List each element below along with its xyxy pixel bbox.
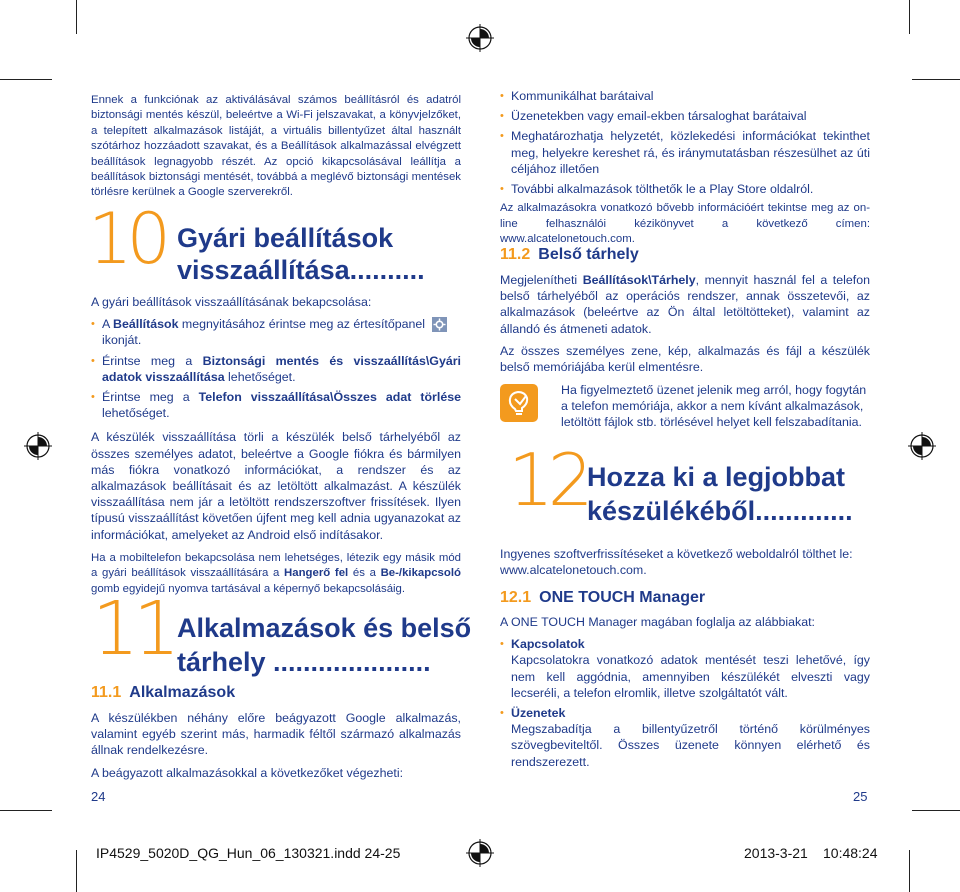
list-item: • Érintse meg a Telefon visszaállítása\Összes adat törlése lehetőséget.	[91, 389, 461, 421]
list-item: • További alkalmazások tölthetők le a Play Store oldalról.	[500, 181, 870, 197]
chapter-10-body	[91, 294, 461, 603]
list-item: • Meghatározhatja helyzetét, közlekedési információkat tekinthet meg, helyekre kereshet rá, és iránymutatásban részesülhet az úti céljához illetően	[500, 128, 870, 177]
section-11-1-heading: 11.1 Alkalmazások	[91, 684, 236, 701]
crop-mark	[909, 850, 910, 892]
hardware-reset-paragraph: Ha a mobiltelefon bekapcsolása nem lehetséges, létezik egy másik mód a gyári beállítások visszaállítására a Hangerő fel és a Be-/kikapcsoló gomb egyidejű nyomva tartásával a képernyő bekapcsolásáig.	[91, 551, 461, 595]
section-12-1-heading: 12.1 ONE TOUCH Manager	[500, 589, 706, 606]
registration-mark-icon	[466, 839, 494, 867]
footer-time: 10:48:24	[823, 845, 878, 861]
list-item: • Kommunikálhat barátaival	[500, 88, 870, 104]
footer-filename: IP4529_5020D_QG_Hun_06_130321.indd 24-25	[96, 845, 401, 861]
list-item: • Üzenetekben vagy email-ekben társaloghat barátaival	[500, 108, 870, 124]
chapter-12-number: 12	[508, 438, 588, 522]
online-manual-note: Az alkalmazásokra vonatkozó bővebb információért tekintse meg az on-line felhasználói kézikönyvet a következő címen: www.alcatelonetouch.com.	[500, 202, 870, 246]
page-number-right: 25	[853, 789, 868, 804]
list-item: • A Beállítások megnyitásához érintse meg az értesítőpanel ikonját.	[91, 316, 461, 348]
chapter-12-intro: Ingyenes szoftverfrissítéseket a következő weboldalról tölthet le: www.alcatelonetouch.com.	[500, 547, 853, 578]
list-item: • Üzenetek Megszabadítja a billentyűzetről történő körülményes szövegbeviteltől. Összes üzenete könnyen elérhető és rendszerezett.	[500, 705, 870, 770]
chapter-11-title: Alkalmazások és belső tárhely .....................	[177, 613, 472, 677]
chapter-12-title: Hozza ki a legjobbat készülékéből.............	[587, 462, 853, 526]
right-bullets	[500, 88, 870, 253]
chapter-10-lead: A gyári beállítások visszaállításának bekapcsolása:	[91, 295, 372, 309]
registration-mark-icon	[24, 432, 52, 460]
intro-paragraph: Ennek a funkciónak az aktiválásával számos beállításról és adatról biztonsági mentés készül, beleértve a Wi-Fi jelszavakat, a könyvjelzőket, a telepített alkalmazások listáját, a virtuális billentyűzet által használt szótárhoz hozzáadott szavakat, és a Beállítások alkalmazással elvégzett beállítások legnagyobb részét. Az opció kikapcsolásával leállítja a beállítások biztonsági mentését, továbbá a meglévő biztonsági mentések törlésre kerülnek a Google szerverekről.	[91, 94, 461, 199]
crop-mark	[76, 0, 77, 34]
crop-mark	[76, 850, 77, 892]
list-item: • Érintse meg a Biztonsági mentés és visszaállítás\Gyári adatok visszaállítása lehetőséget.	[91, 353, 461, 385]
crop-mark	[912, 810, 960, 811]
page-number-left: 24	[91, 789, 106, 804]
section-11-1-body: A készülékben néhány előre beágyazott Google alkalmazás, valamint egyéb szerint más, harmadik féltől származó alkalmazás állnak rendelkezésre. A beágyazott alkalmazásokkal a következőket végezheti:	[91, 711, 461, 780]
chapter-10-number: 10	[88, 198, 166, 280]
section-11-2-body: Megjelenítheti Beállítások\Tárhely, mennyit használ fel a telefon belső tárhelyéből az operációs rendszer, annak összetevői, az alkalmazások (beleértve az Ön által letöltötteket), valamint az állandó és átmeneti adatok. Az összes személyes zene, kép, alkalmazás és fájl a készülék belső memóriájába kerül elmentésre.	[500, 273, 870, 375]
registration-mark-icon	[466, 24, 494, 52]
chapter-10-title: Gyári beállítások visszaállítása..........	[177, 223, 425, 285]
section-11-2-heading: 11.2 Belső tárhely	[500, 246, 639, 263]
chapter-11-number: 11	[92, 586, 175, 672]
section-12-1-body: A ONE TOUCH Manager magában foglalja az alábbiakat: • Kapcsolatok Kapcsolatokra vonatkozó adatok mentését teszi lehetővé, így nem kell aggódnia, amennyiben készülékét elveszti vagy lecseréli, a telefon elromlik, illetve szolgáltatót vált. • Üzenetek Megszabadítja a billentyűzetről történő körülményes szövegbeviteltől. Összes üzenete könnyen elérhető és rendszerezett.	[500, 614, 870, 774]
footer-date: 2013-3-21	[744, 845, 808, 861]
settings-icon	[432, 317, 447, 332]
list-item: • Kapcsolatok Kapcsolatokra vonatkozó adatok mentését teszi lehetővé, így nem kell aggódnia, amennyiben készülékét elveszti vagy lecseréli, a telefon elromlik, illetve szolgáltatót vált.	[500, 636, 870, 701]
lightbulb-tip-icon	[500, 384, 538, 422]
crop-mark	[0, 810, 52, 811]
tip-text: Ha figyelmeztető üzenet jelenik meg arról, hogy fogytán a telefon memóriája, akkor a nem kívánt alkalmazások, letöltött fájlok stb. törlésével helyet kell felszabadítania.	[561, 383, 867, 430]
crop-mark	[909, 0, 910, 34]
crop-mark	[0, 79, 52, 80]
reset-paragraph: A készülék visszaállítása törli a készülék belső tárhelyéből az összes személyes adatot, beleértve a Google fiókra és bármilyen más fiókra vonatkozó információkat, a rendszer és az alkalmazások beállításait és az letöltött alkalmazást. A készülék visszaállítása nem jár a letöltött rendszerszoftver frissítések. Ilyen típusú visszaállítást követően újfent meg kell adnia ugyanazokat az információkat, amelyeket az Android első indításakor.	[91, 430, 461, 542]
crop-mark	[912, 79, 960, 80]
registration-mark-icon	[908, 432, 936, 460]
